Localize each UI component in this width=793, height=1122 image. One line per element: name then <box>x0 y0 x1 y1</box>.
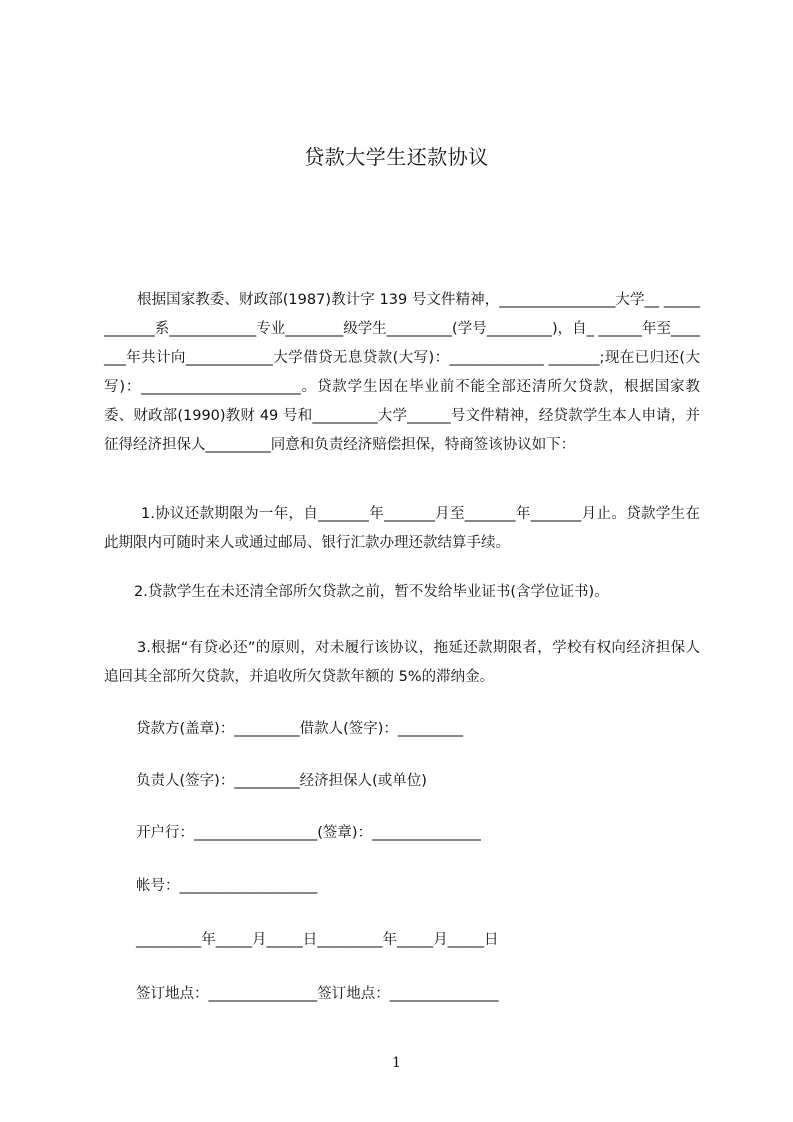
signature-line-location: 签订地点：_______________签订地点：_______________ <box>136 986 499 1002</box>
clause-3: 3.根据“有贷必还”的原则，对未履行该协议，拖延还款期限者，学校有权向经济担保人追回其全部所欠贷款，并追收所欠贷款年额的 5%的滞纳金。 <box>104 640 700 685</box>
signature-line-responsible: 负责人(签字)：_________经济担保人(或单位) <box>136 773 427 789</box>
document-title: 贷款大学生还款协议 <box>304 145 489 169</box>
signature-line-account: 帐号：___________________ <box>136 878 318 894</box>
clause-1: 1.协议还款期限为一年，自_______年_______月至_______年_______月止。贷款学生在此期限内可随时来人或通过邮局、银行汇款办理还款结算手续。 <box>104 506 700 551</box>
signature-line-lender: 贷款方(盖章)：_________借款人(签字)：_________ <box>136 721 464 737</box>
signature-line-dates: _________年_____月_____日_________年_____月_____日 <box>136 932 499 948</box>
intro-paragraph: 根据国家教委、财政部(1987)教计字 139 号文件精神，________________大学__ ____________系____________专业________级学生_________(学号_________)，自_ ______年至_______年共计向____________大学借贷无息贷款(大写)：_____________ _______;现在已归还(大写)：______________________。贷款学生因在毕业前不能全部还清所欠贷款，根据国家教委、财政部(1990)教财 49 号和_________大学______号文件精神，经贷款学生本人申请，并征得经济担保人_________同意和负责经济赔偿担保，特商签该协议如下： <box>104 292 700 453</box>
page-number: 1 <box>392 1055 401 1071</box>
clause-2: 2.贷款学生在未还清全部所欠贷款之前，暂不发给毕业证书(含学位证书)。 <box>134 584 609 600</box>
signature-line-bank: 开户行：_________________(签章)：_______________ <box>136 825 481 841</box>
